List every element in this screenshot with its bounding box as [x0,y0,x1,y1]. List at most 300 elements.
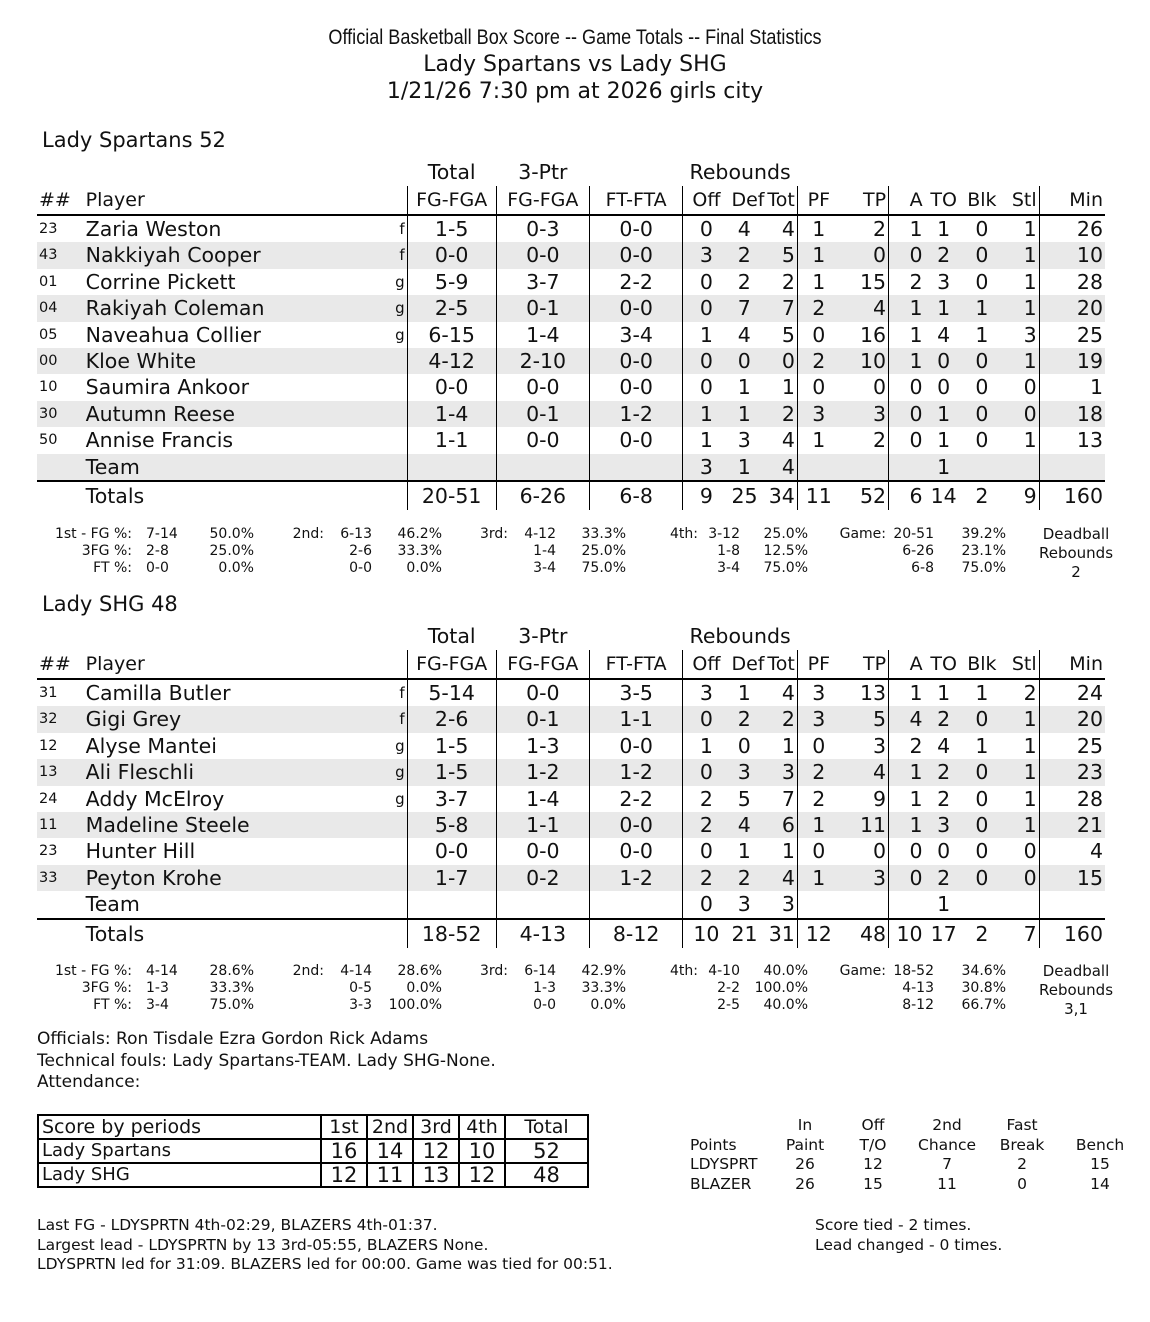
stat-a: 1 [889,786,925,812]
stat-to: 2 [937,786,951,811]
stat-fg3: 0-0 [496,427,589,453]
column-group-header [37,158,1105,186]
pct-value: 75.0% [581,560,626,576]
player-position: f [399,684,405,702]
stat-off: 1 [683,733,730,759]
pct-value: 3-4 [717,560,740,576]
blank-cell [37,158,84,186]
pct-value: 23.1% [961,543,1006,559]
player-row [37,242,1105,268]
total-ft: 8-12 [590,919,683,948]
player-position: g [395,272,405,291]
stat-fg3: 0-0 [496,679,589,706]
player-position [384,348,407,374]
stat-off: 3 [683,242,730,268]
score-tied: Score tied - 2 times. [815,1216,972,1234]
stat-stl: 1 [1001,295,1039,321]
player-name: Autumn Reese [84,401,384,427]
blank-cell [1001,891,1039,918]
player-row [37,348,1105,374]
stat-off: 1 [683,322,730,348]
stat-fg: 4-12 [407,348,496,374]
stat-tot: 2 [781,269,795,294]
player-name: Peyton Krohe [84,865,384,891]
q3-made [510,526,556,577]
pct-value: 1-4 [533,543,556,559]
pct-value: 3-3 [349,997,372,1013]
player-name: Zaria Weston [85,217,222,241]
header-to: TO [925,186,963,215]
stat-tot: 4 [781,428,795,453]
pct-value: 28.6% [397,963,442,979]
stat-min: 26 [1039,215,1105,242]
stat-to: 1 [925,295,963,321]
header-tp: TP [840,186,889,215]
blank-cell [496,454,589,481]
header-tot: Tot [759,186,797,215]
player-number: 23 [39,221,58,237]
header-fg: FG-FGA [407,650,496,679]
points-header: In [797,1116,813,1134]
stat-a: 1 [889,812,925,838]
points-value: 2 [1017,1155,1027,1173]
player-position [384,427,407,453]
stat-fg3: 0-1 [496,401,589,427]
stat-fg3: 0-2 [496,865,589,891]
blank-cell [889,158,925,186]
pct-value: 0.0% [406,560,442,576]
player-row [37,269,1105,295]
blank-cell [797,891,839,918]
stat-blk: 0 [963,401,1001,427]
stat-ft: 0-0 [590,348,683,374]
stat-ft: 3-5 [590,679,683,706]
stat-off: 0 [683,269,730,295]
period-score: 11 [367,1163,413,1187]
player-position: g [395,325,405,344]
stat-stl: 1 [1023,269,1037,294]
pct-value: 6-8 [911,560,934,576]
stat-a: 1 [889,295,925,321]
stat-ft: 1-1 [590,706,683,732]
stat-tot: 5 [781,322,795,347]
blank-cell [384,454,407,481]
stat-ft: 0-0 [590,295,683,321]
stat-off: 1 [683,401,730,427]
pct-value: 40.0% [763,997,808,1013]
stat-to: 0 [925,348,963,374]
total-to: 17 [925,919,963,948]
stat-def: 0 [729,348,759,374]
stat-ft: 1-2 [590,759,683,785]
header-def: Def [729,186,759,215]
blank-cell [797,158,839,186]
player-number: 32 [37,706,84,732]
stat-blk: 0 [963,812,1001,838]
pct-value: 66.7% [961,997,1006,1013]
points-team: BLAZER [690,1174,752,1193]
stat-fg: 5-14 [407,679,496,706]
stat-off: 3 [683,679,730,706]
rebounds-label: Rebounds [1038,981,1114,999]
q2-pct [380,963,442,1014]
stat-a: 4 [889,706,925,732]
totals-row [37,481,1105,510]
stat-min: 24 [1039,679,1105,706]
game-label: Game: [839,526,886,542]
pct-value: 7-14 [146,526,178,542]
header-ft: FT-FTA [590,650,683,679]
blank-cell [37,891,84,918]
column-header-row [37,186,1105,215]
total-tot: 31 [759,919,797,948]
points-value: 26 [795,1174,815,1193]
stat-fg: 0-0 [407,242,496,268]
stat-tp: 10 [840,348,889,374]
stat-stl: 0 [1001,865,1039,891]
stat-off: 0 [683,706,730,732]
stat-tot: 0 [759,348,797,374]
stat-fg3: 0-0 [496,242,589,268]
total-to: 14 [925,481,963,510]
stat-def: 2 [729,706,759,732]
total-fg3: 6-26 [496,481,589,510]
stat-fg: 3-7 [407,786,496,812]
stat-blk: 0 [975,839,989,864]
header-min: Min [1039,186,1105,215]
player-position: f [399,220,405,238]
header-def: Def [729,650,759,679]
blank-cell [384,481,407,510]
stat-def: 4 [737,217,751,241]
score-by-periods-table [37,1114,589,1188]
stat-to: 1 [937,681,951,705]
player-number: 01 [39,273,58,290]
player-number: 11 [37,812,84,838]
header-a: A [889,650,925,679]
game-pct [946,963,1006,1014]
stat-fg: 5-8 [407,812,496,838]
points-value: 15 [863,1174,883,1193]
score-header-label: Score by periods [38,1115,321,1139]
total-a: 10 [889,919,925,948]
stat-tot: 1 [781,839,795,864]
header-to: TO [925,650,963,679]
stat-blk: 0 [963,242,1001,268]
tie-lead-notes [815,1216,1002,1255]
header-3ptr: 3-Ptr [518,624,568,648]
points-header-row [690,1116,1132,1136]
stat-pf: 0 [797,733,839,759]
stat-tp: 16 [859,322,887,347]
stat-off: 0 [683,348,730,374]
stat-fg3: 1-2 [496,759,589,785]
player-name: Corrine Pickett [85,269,236,294]
header-fg3: FG-FGA [496,650,589,679]
stat-min: 28 [1039,786,1105,812]
deadball-rebounds-lady-spartans [1030,525,1122,582]
pct-value: 6-13 [340,526,372,542]
score-row [38,1163,588,1187]
header-blk: Blk [963,186,1001,215]
header-stl: Stl [1001,186,1039,215]
stat-fg3: 0-3 [496,215,589,242]
stat-stl: 1 [1001,759,1039,785]
q1-made [146,963,194,1014]
header-number: ## [37,650,84,679]
player-number: 04 [37,295,84,321]
stat-def: 2 [729,242,759,268]
stat-def: 4 [737,322,751,347]
stat-a: 1 [889,215,925,242]
pct-value: 2-2 [717,980,740,996]
points-header: Paint [785,1135,825,1154]
stat-min: 23 [1039,759,1105,785]
pct-value: 39.2% [961,526,1006,542]
total-off: 9 [683,481,730,510]
header-off: Off [683,650,730,679]
stat-fg3: 0-1 [496,706,589,732]
total-min: 160 [1039,481,1105,510]
stat-pf: 2 [797,759,839,785]
stat-fg3: 3-7 [496,269,589,295]
total-blk: 2 [963,919,1001,948]
player-number: 50 [39,432,58,449]
player-number: 23 [39,843,58,860]
total-stl: 7 [1001,919,1039,948]
team-row [37,891,1105,918]
stat-pf: 1 [797,812,839,838]
points-header [1068,1116,1132,1136]
total-def: 25 [729,481,759,510]
total-blk: 2 [963,481,1001,510]
pct-value: 1st - FG %: [54,526,132,542]
blank-cell [590,454,683,481]
stat-tp: 11 [840,812,889,838]
team-def: 3 [737,892,751,917]
blank-cell [840,891,889,918]
player-name: Alyse Mantei [85,733,217,758]
player-name: Hunter Hill [85,839,196,864]
stat-tp: 2 [873,428,887,453]
q4-label: 4th: [670,526,698,542]
pct-value: 0-0 [146,560,169,576]
q4-pct [748,963,808,1014]
header-total: Total [427,160,476,184]
points-value: 7 [942,1155,952,1173]
stat-min: 18 [1039,401,1105,427]
blank-cell [84,158,384,186]
stat-stl: 1 [1023,733,1037,758]
player-row [37,759,1105,785]
pct-value: 0-5 [349,980,372,996]
stat-blk: 1 [975,322,989,347]
blank-cell [37,454,84,481]
stat-min: 13 [1039,427,1105,453]
player-position [384,401,407,427]
player-number: 31 [39,685,58,701]
stat-pf: 0 [797,838,839,864]
player-position [384,865,407,891]
stat-fg: 2-6 [407,706,496,732]
points-value: 12 [863,1155,883,1173]
stat-tp: 15 [859,269,887,294]
stat-def: 1 [729,401,759,427]
stat-stl: 1 [1001,242,1039,268]
total-fg: 18-52 [407,919,496,948]
total-fg: 20-51 [407,481,496,510]
stat-off: 2 [683,812,730,838]
stat-off: 1 [683,427,730,453]
stat-ft: 0-0 [590,215,683,242]
header-pf: PF [797,186,839,215]
stat-pf: 2 [797,348,839,374]
pct-value: 4-12 [524,526,556,542]
stat-pf: 1 [797,427,839,453]
stat-tot: 2 [759,706,797,732]
stat-def: 1 [737,375,751,400]
header-rebounds: Rebounds [689,624,791,648]
player-row [37,733,1105,759]
pct-value: 4-14 [146,963,178,979]
blank-cell [840,158,889,186]
deadball-label: Deadball [1042,525,1110,543]
stat-off: 0 [683,295,730,321]
blank-cell [963,158,1001,186]
stat-ft: 3-4 [590,322,683,348]
pct-labels [36,963,132,1014]
player-position: g [395,736,405,755]
stat-to: 2 [925,759,963,785]
q3-pct [566,526,626,577]
blank-cell [590,158,683,186]
pct-value: 0.0% [406,980,442,996]
player-number: 43 [37,242,84,268]
period-score: 48 [505,1163,588,1187]
stat-ft: 0-0 [590,812,683,838]
player-row [37,374,1105,400]
q4-made [700,526,740,577]
totals-row [37,919,1105,948]
pct-value: 46.2% [397,526,442,542]
blank-cell [963,454,1001,481]
stat-fg: 1-7 [407,865,496,891]
player-name: Camilla Butler [85,681,231,705]
points-row [690,1155,1132,1175]
player-name: Nakkiyah Cooper [84,242,384,268]
q3-made [510,963,556,1014]
pct-value: 33.3% [397,543,442,559]
points-header: Fast [1006,1116,1038,1134]
player-row [37,865,1105,891]
stat-pf: 1 [797,215,839,242]
points-row [690,1175,1132,1195]
pct-value: 40.0% [763,963,808,979]
deadball-value: 3,1 [1064,1000,1088,1018]
stat-min: 21 [1039,812,1105,838]
stat-pf: 3 [797,401,839,427]
blank-cell [1039,891,1105,918]
stat-a: 0 [889,374,925,400]
points-value: 11 [937,1174,957,1193]
points-header: T/O [859,1135,887,1154]
stat-pf: 3 [797,706,839,732]
game-pct [946,526,1006,577]
player-name: Rakiyah Coleman [84,295,384,321]
stat-blk: 0 [975,269,989,294]
pct-value: 3-12 [708,526,740,542]
period-score: 14 [367,1139,413,1163]
total-pf: 12 [797,919,839,948]
stat-fg: 1-5 [407,733,496,759]
player-number: 12 [39,737,58,754]
stat-a: 0 [889,427,925,453]
pct-value: 8-12 [902,997,934,1013]
stat-to: 1 [937,428,951,453]
header-off: Off [683,186,730,215]
player-row [37,401,1105,427]
stat-a: 1 [889,322,925,348]
points-header: Break [999,1135,1045,1154]
points-value: 26 [795,1155,815,1173]
attendance: Attendance: [37,1072,141,1092]
lead-changed: Lead changed - 0 times. [815,1235,1003,1254]
header-fg: FG-FGA [407,186,496,215]
points-header [690,1116,782,1136]
q3-pct [566,963,626,1014]
stat-stl: 0 [1023,839,1037,864]
team-off: 3 [683,454,730,481]
pct-labels [36,526,132,577]
total-tot: 34 [759,481,797,510]
stat-tp: 5 [840,706,889,732]
stat-ft: 2-2 [590,269,683,295]
stat-stl: 1 [1001,348,1039,374]
player-position: g [395,789,405,808]
team-tot: 4 [759,454,797,481]
stat-blk: 1 [963,295,1001,321]
blank-cell [1039,454,1105,481]
stat-pf: 0 [797,322,839,348]
q2-label: 2nd: [292,526,324,542]
stat-to: 1 [925,401,963,427]
stat-ft: 0-0 [590,427,683,453]
blank-cell [407,454,496,481]
pct-value: 20-51 [893,526,934,542]
stat-tot: 7 [759,295,797,321]
header-fg3: FG-FGA [496,186,589,215]
stat-off: 0 [683,838,730,864]
header-stl: Stl [1001,650,1039,679]
player-position: g [384,295,407,321]
pct-value: 4-10 [708,963,740,979]
stat-tp: 2 [873,217,887,241]
pct-value: 12.5% [763,543,808,559]
q4-pct [748,526,808,577]
stat-stl: 1 [1001,706,1039,732]
stat-pf: 1 [797,865,839,891]
stat-def: 2 [737,269,751,294]
stat-a: 0 [889,242,925,268]
pct-value: 30.8% [961,980,1006,996]
stat-ft: 0-0 [590,838,683,864]
total-fg3: 4-13 [496,919,589,948]
blank-cell [889,622,925,650]
blank-cell [407,891,496,918]
blank-cell [840,622,889,650]
pct-value: 33.3% [581,980,626,996]
blank-cell [1001,622,1039,650]
